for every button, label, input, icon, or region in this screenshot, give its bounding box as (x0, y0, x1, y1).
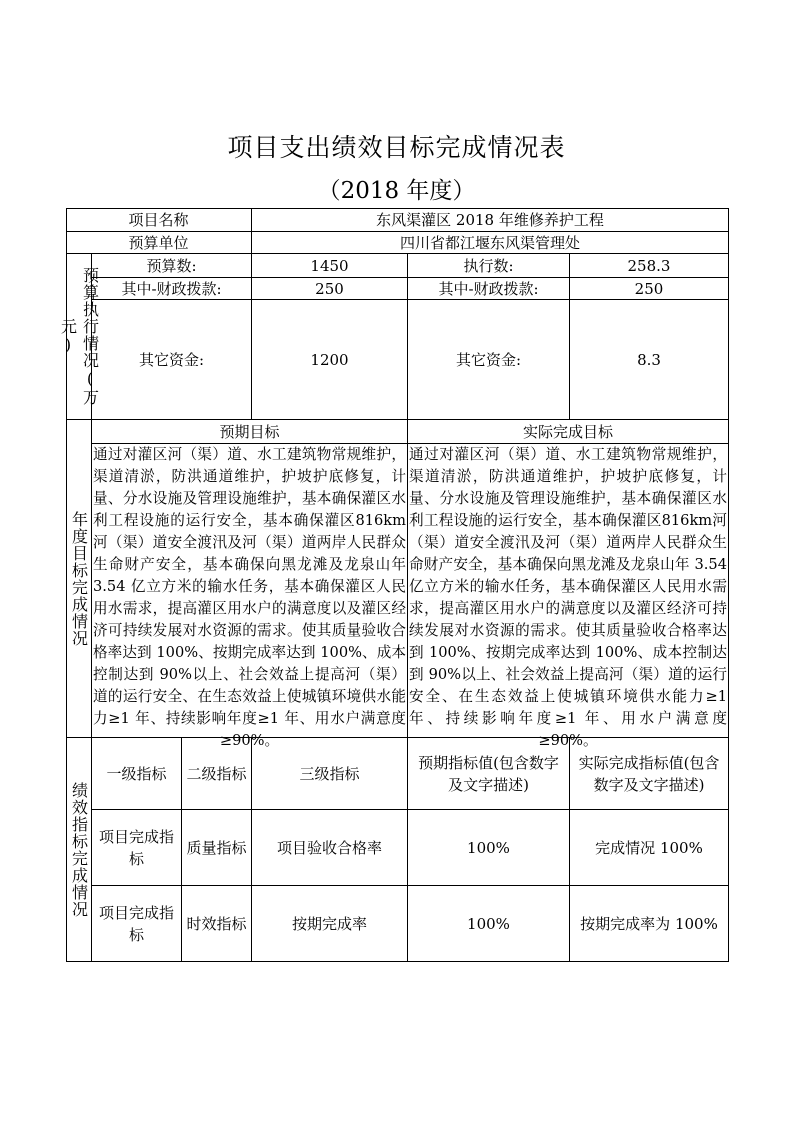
row1-actual: 完成情况 100% (570, 810, 729, 886)
budget-unit-label: 预算单位 (66, 232, 252, 254)
budget-label: 预算数: (92, 254, 252, 278)
budget-unit-value: 四川省都江堰东风渠管理处 (252, 232, 729, 254)
row2-level3: 按期完成率 (252, 886, 408, 962)
row2-level2: 时效指标 (182, 886, 252, 962)
actual-goal-header: 实际完成目标 (408, 420, 729, 444)
row2-actual: 按期完成率为 100% (570, 886, 729, 962)
row1-level2: 质量指标 (182, 810, 252, 886)
page-title: 项目支出绩效目标完成情况表 (227, 133, 566, 162)
budget-fiscal-label: 其中-财政拨款: (92, 278, 252, 300)
indicators-side-label: 绩效指标完成情况 (66, 738, 92, 962)
budget-other-label: 其它资金: (92, 300, 252, 420)
budget-execution-side-label: 预算执行情况(万元) (66, 254, 92, 420)
header-level3: 三级指标 (252, 738, 408, 810)
header-expected-value: 预期指标值(包含数字及文字描述) (408, 738, 570, 810)
budget-fiscal-value: 250 (252, 278, 408, 300)
executed-label: 执行数: (408, 254, 570, 278)
project-name-value: 东风渠灌区 2018 年维修养护工程 (252, 208, 729, 232)
executed-value: 258.3 (570, 254, 729, 278)
row2-level1: 项目完成指标 (92, 886, 182, 962)
expected-goal-text: 通过对灌区河（渠）道、水工建筑物常规维护，渠道清淤，防洪通道维护，护坡护底修复，计量、分水设施及管理设施维护，基本确保灌区水利工程设施的运行安全，基本确保灌区816km河（渠）道安全渡汛及河（渠）道两岸人民群众生命财产安全，基本确保向黑龙滩及龙泉山年 3.54 亿立方米的输水任务，基本确保灌区人民用水需求，提高灌区用水户的满意度以及灌区经济可持续发展对水资源的需求。使其质量验收合格率达到 100%、按期完成率达到 100%、成本控制达到 90%以上、社会效益上提高河（渠）道的运行安全、在生态效益上使城镇环境供水能力≥1 年、持续影响年度≥1 年、用水户满意度≥90%。 (93, 446, 406, 749)
row1-level3: 项目验收合格率 (252, 810, 408, 886)
row1-level1: 项目完成指标 (92, 810, 182, 886)
row2-expected: 100% (408, 886, 570, 962)
header-level2: 二级指标 (182, 738, 252, 810)
row1-expected: 100% (408, 810, 570, 886)
executed-fiscal-label: 其中-财政拨款: (408, 278, 570, 300)
executed-other-value: 8.3 (570, 300, 729, 420)
project-name-label: 项目名称 (66, 208, 252, 232)
actual-goal-text: 通过对灌区河（渠）道、水工建筑物常规维护，渠道清淤，防洪通道维护，护坡护底修复，计量、分水设施及管理设施维护，基本确保灌区水利工程设施的运行安全，基本确保灌区816km河（渠）道安全渡汛及河（渠）道两岸人民群众生命财产安全，基本确保向黑龙滩及龙泉山年 3.54 亿立方米的输水任务，基本确保灌区人民用水需求，提高灌区用水户的满意度以及灌区经济可持续发展对水资源的需求。使其质量验收合格率达到 100%、按期完成率达到 100%、成本控制达到 90%以上、社会效益上提高河（渠）道的运行安全、在生态效益上使城镇环境供水能力≥1 年、持续影响年度≥1 年、用水户满意度≥90%。 (409, 446, 727, 749)
header-actual-value: 实际完成指标值(包含数字及文字描述) (570, 738, 729, 810)
year-subtitle: （2018 年度） (317, 178, 476, 204)
expected-goal-header: 预期目标 (92, 420, 408, 444)
executed-fiscal-value: 250 (570, 278, 729, 300)
budget-value: 1450 (252, 254, 408, 278)
header-level1: 一级指标 (92, 738, 182, 810)
budget-other-value: 1200 (252, 300, 408, 420)
executed-other-label: 其它资金: (408, 300, 570, 420)
annual-goal-side-label: 年度目标完成情况 (66, 420, 92, 738)
